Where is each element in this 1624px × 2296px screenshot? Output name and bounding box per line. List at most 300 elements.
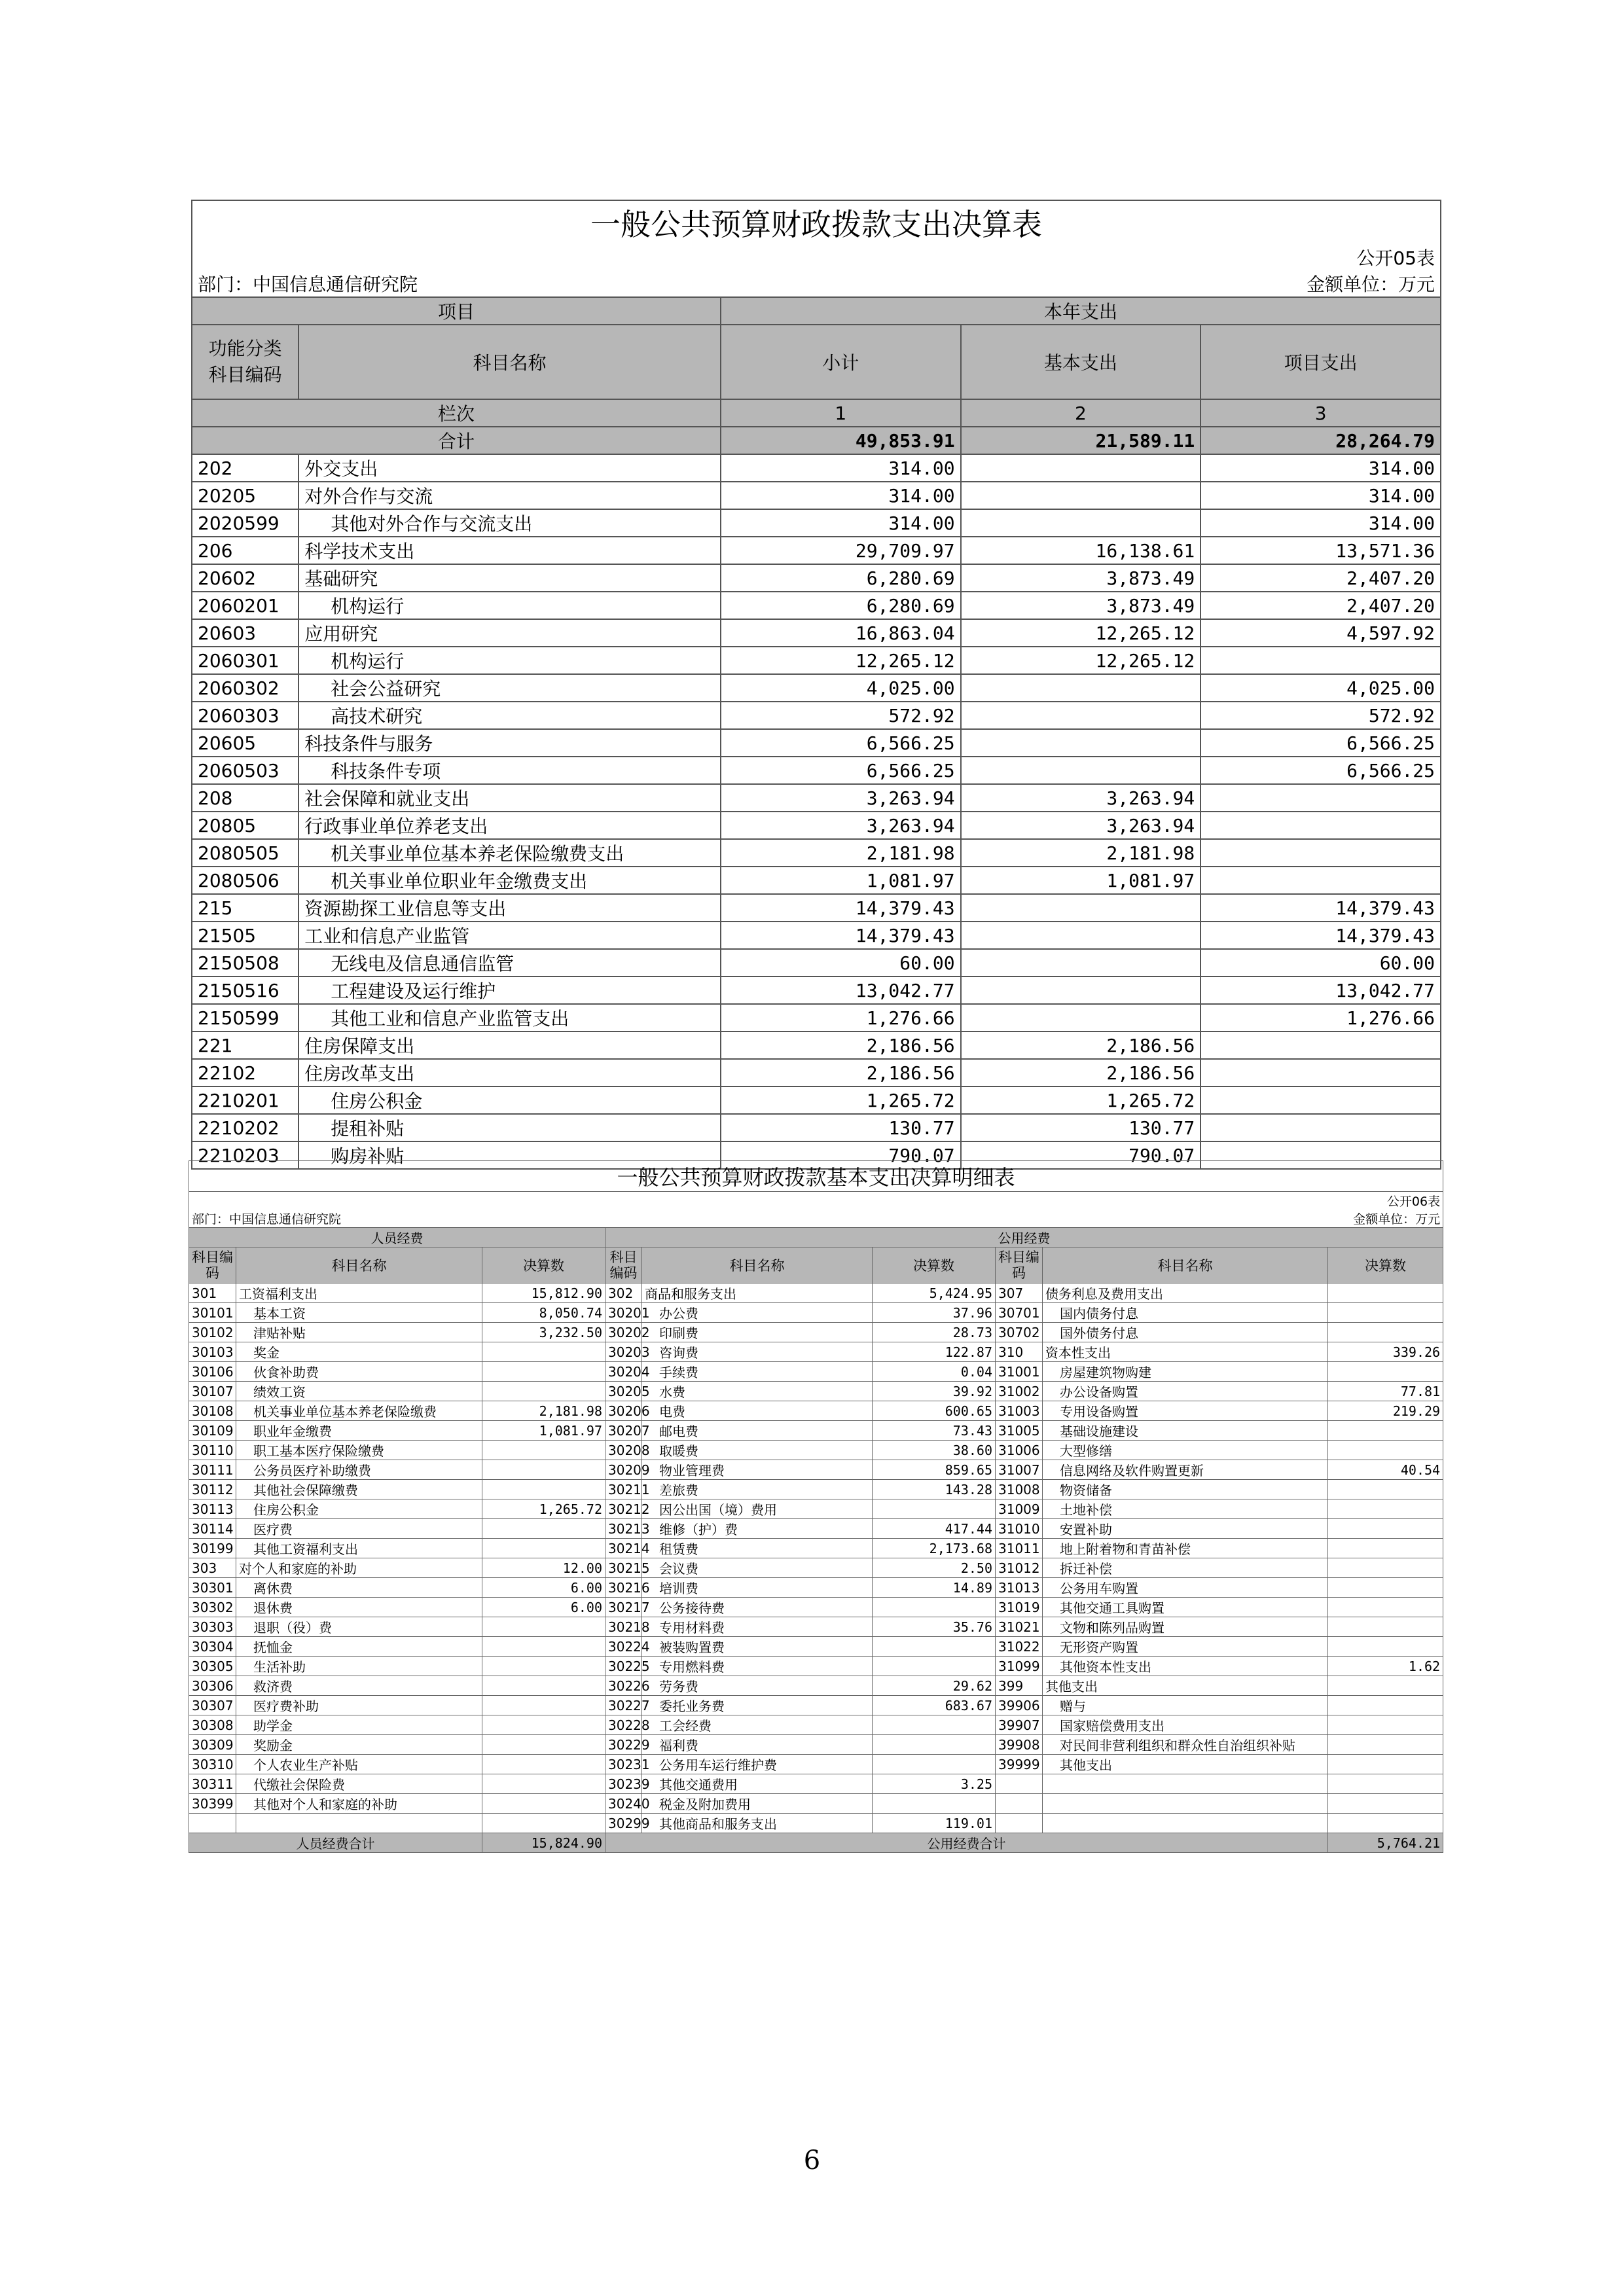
- public2-amount: 219.29: [1328, 1401, 1443, 1421]
- personnel-code: 30305: [189, 1657, 236, 1676]
- total-value: 49,853.91: [721, 427, 961, 454]
- public-amount: [873, 1657, 996, 1676]
- public-name: 取暖费: [642, 1441, 873, 1460]
- table-row: [189, 1696, 1443, 1715]
- personnel-amount: 6.00: [482, 1598, 605, 1617]
- row-basic: 12,265.12: [961, 647, 1201, 674]
- table-row: [189, 1441, 1443, 1460]
- table-row: [189, 1382, 1443, 1401]
- personnel-name: 生活补助: [236, 1657, 482, 1676]
- row-basic: [961, 1004, 1201, 1031]
- table-row: [189, 1657, 1443, 1676]
- public2-name: 物资储备: [1043, 1480, 1328, 1499]
- public-name: 培训费: [642, 1578, 873, 1598]
- personnel-name: 公务员医疗补助缴费: [236, 1460, 482, 1480]
- personnel-amount: [482, 1657, 605, 1676]
- table-row: [189, 1460, 1443, 1480]
- public-name: 邮电费: [642, 1421, 873, 1441]
- public-amount: 5,424.95: [873, 1283, 996, 1303]
- row-basic: [961, 454, 1201, 482]
- public-amount: 38.60: [873, 1441, 996, 1460]
- row-subtotal: 314.00: [721, 482, 961, 509]
- public2-name: 基础设施建设: [1043, 1421, 1328, 1441]
- table-row: [189, 1774, 1443, 1794]
- row-subtotal: 2,181.98: [721, 839, 961, 867]
- personnel-amount: 3,232.50: [482, 1323, 605, 1342]
- personnel-amount: [482, 1794, 605, 1814]
- row-code: 2210203: [192, 1141, 298, 1169]
- public2-amount: [1328, 1283, 1443, 1303]
- public2-name: 其他支出: [1043, 1755, 1328, 1774]
- table-row: [192, 454, 1441, 482]
- personnel-amount: [482, 1460, 605, 1480]
- row-project: 572.92: [1200, 702, 1441, 729]
- public-code: 30206: [605, 1401, 642, 1421]
- table-row: [189, 1558, 1443, 1578]
- public-amount: 122.87: [873, 1342, 996, 1362]
- public-name: 工会经费: [642, 1715, 873, 1735]
- table1-title: 一般公共预算财政拨款支出决算表: [192, 200, 1441, 244]
- personnel-code: 30110: [189, 1441, 236, 1460]
- personnel-name: 绩效工资: [236, 1382, 482, 1401]
- public2-amount: [1328, 1637, 1443, 1657]
- public-name: 专用材料费: [642, 1617, 873, 1637]
- public-name: 其他交通费用: [642, 1774, 873, 1794]
- column-number: 3: [1200, 399, 1441, 427]
- personnel-name: 个人农业生产补贴: [236, 1755, 482, 1774]
- personnel-code: [189, 1814, 236, 1833]
- personnel-code: 30199: [189, 1539, 236, 1558]
- row-basic: 16,138.61: [961, 537, 1201, 564]
- public-code: 30229: [605, 1735, 642, 1755]
- header-code: 科目编码: [605, 1247, 642, 1283]
- row-project: 6,566.25: [1200, 757, 1441, 784]
- row-subtotal: 2,186.56: [721, 1031, 961, 1059]
- public-code: 30208: [605, 1441, 642, 1460]
- table-row: [189, 1814, 1443, 1833]
- row-subtotal: 12,265.12: [721, 647, 961, 674]
- personnel-amount: 1,081.97: [482, 1421, 605, 1441]
- personnel-code: 30111: [189, 1460, 236, 1480]
- row-code: 2080506: [192, 867, 298, 894]
- public2-name: 国外债务付息: [1043, 1323, 1328, 1342]
- personnel-code: 30103: [189, 1342, 236, 1362]
- row-project: 4,597.92: [1200, 619, 1441, 647]
- table-row: [189, 1637, 1443, 1657]
- row-project: 1,276.66: [1200, 1004, 1441, 1031]
- header-personnel: 人员经费: [189, 1228, 605, 1247]
- public2-amount: 77.81: [1328, 1382, 1443, 1401]
- row-code: 2060503: [192, 757, 298, 784]
- public-name: 被装购置费: [642, 1637, 873, 1657]
- public-code: 30239: [605, 1774, 642, 1794]
- personnel-name: 工资福利支出: [236, 1283, 482, 1303]
- public-code: 30205: [605, 1382, 642, 1401]
- public-name: 公务接待费: [642, 1598, 873, 1617]
- personnel-name: 住房公积金: [236, 1499, 482, 1519]
- row-subtotal: 3,263.94: [721, 784, 961, 812]
- public-amount: 29.62: [873, 1676, 996, 1696]
- row-code: 2150516: [192, 977, 298, 1004]
- row-code: 221: [192, 1031, 298, 1059]
- public2-code: 31010: [996, 1519, 1043, 1539]
- public-amount: [873, 1794, 996, 1814]
- public-amount: 37.96: [873, 1303, 996, 1323]
- table-row: [189, 1499, 1443, 1519]
- row-basic: [961, 949, 1201, 977]
- public2-name: 拆迁补偿: [1043, 1558, 1328, 1578]
- public2-amount: [1328, 1814, 1443, 1833]
- table-row: [189, 1323, 1443, 1342]
- personnel-code: 30102: [189, 1323, 236, 1342]
- personnel-name: 退职（役）费: [236, 1617, 482, 1637]
- public-name: 电费: [642, 1401, 873, 1421]
- public-code: 30212: [605, 1499, 642, 1519]
- row-code: 2150599: [192, 1004, 298, 1031]
- row-name: 机关事业单位职业年金缴费支出: [298, 867, 721, 894]
- public2-code: 31008: [996, 1480, 1043, 1499]
- row-name: 基础研究: [298, 564, 721, 592]
- public2-name: 资本性支出: [1043, 1342, 1328, 1362]
- table-row: [189, 1617, 1443, 1637]
- table-row: [192, 1059, 1441, 1086]
- table-row: [192, 647, 1441, 674]
- public2-amount: [1328, 1755, 1443, 1774]
- personnel-name: 职业年金缴费: [236, 1421, 482, 1441]
- row-basic: [961, 509, 1201, 537]
- row-basic: [961, 922, 1201, 949]
- personnel-amount: 8,050.74: [482, 1303, 605, 1323]
- row-basic: 3,873.49: [961, 592, 1201, 619]
- public2-amount: [1328, 1558, 1443, 1578]
- public2-amount: [1328, 1323, 1443, 1342]
- row-subtotal: 29,709.97: [721, 537, 961, 564]
- public2-amount: [1328, 1598, 1443, 1617]
- row-basic: 12,265.12: [961, 619, 1201, 647]
- personnel-name: 代缴社会保险费: [236, 1774, 482, 1794]
- public-name: 商品和服务支出: [642, 1283, 873, 1303]
- personnel-name: 医疗费补助: [236, 1696, 482, 1715]
- public-name: 印刷费: [642, 1323, 873, 1342]
- total-value: 21,589.11: [961, 427, 1201, 454]
- personnel-name: 机关事业单位基本养老保险缴费: [236, 1401, 482, 1421]
- column-number-label: 栏次: [192, 399, 721, 427]
- row-subtotal: 13,042.77: [721, 977, 961, 1004]
- public2-amount: [1328, 1735, 1443, 1755]
- row-project: 6,566.25: [1200, 729, 1441, 757]
- public-name: 会议费: [642, 1558, 873, 1578]
- row-project: [1200, 867, 1441, 894]
- header-amount: 决算数: [482, 1247, 605, 1283]
- row-project: [1200, 1031, 1441, 1059]
- public-name: 专用燃料费: [642, 1657, 873, 1676]
- personnel-code: 303: [189, 1558, 236, 1578]
- row-subtotal: 16,863.04: [721, 619, 961, 647]
- public2-name: 其他交通工具购置: [1043, 1598, 1328, 1617]
- public2-amount: [1328, 1617, 1443, 1637]
- public2-code: 31013: [996, 1578, 1043, 1598]
- table2-title: 一般公共预算财政拨款基本支出决算明细表: [189, 1161, 1443, 1192]
- public-code: 30217: [605, 1598, 642, 1617]
- public2-amount: [1328, 1362, 1443, 1382]
- public-code: 30207: [605, 1421, 642, 1441]
- row-code: 208: [192, 784, 298, 812]
- row-name: 机关事业单位基本养老保险缴费支出: [298, 839, 721, 867]
- table1-department: 部门：中国信息通信研究院: [192, 270, 721, 297]
- table1-code: 公开05表: [1200, 244, 1441, 270]
- table-row: [192, 482, 1441, 509]
- public-code: 30215: [605, 1558, 642, 1578]
- row-subtotal: 14,379.43: [721, 894, 961, 922]
- table-row: [192, 702, 1441, 729]
- personnel-code: 30101: [189, 1303, 236, 1323]
- row-name: 工程建设及运行维护: [298, 977, 721, 1004]
- public-amount: 28.73: [873, 1323, 996, 1342]
- personnel-name: 退休费: [236, 1598, 482, 1617]
- personnel-code: 30107: [189, 1382, 236, 1401]
- row-project: 13,571.36: [1200, 537, 1441, 564]
- row-name: 科学技术支出: [298, 537, 721, 564]
- row-project: 14,379.43: [1200, 922, 1441, 949]
- public2-code: 31012: [996, 1558, 1043, 1578]
- public2-code: [996, 1814, 1043, 1833]
- row-basic: 130.77: [961, 1114, 1201, 1141]
- row-code: 2060201: [192, 592, 298, 619]
- personnel-amount: [482, 1774, 605, 1794]
- row-basic: 790.07: [961, 1141, 1201, 1169]
- row-subtotal: 14,379.43: [721, 922, 961, 949]
- public2-code: 31001: [996, 1362, 1043, 1382]
- table-row: [189, 1480, 1443, 1499]
- public2-amount: [1328, 1715, 1443, 1735]
- public-amount: [873, 1499, 996, 1519]
- row-project: 13,042.77: [1200, 977, 1441, 1004]
- row-subtotal: 1,081.97: [721, 867, 961, 894]
- table-row: [192, 922, 1441, 949]
- personnel-code: 30113: [189, 1499, 236, 1519]
- public-amount: [873, 1755, 996, 1774]
- public2-code: [996, 1774, 1043, 1794]
- public2-code: 31002: [996, 1382, 1043, 1401]
- row-name: 行政事业单位养老支出: [298, 812, 721, 839]
- public-name: 福利费: [642, 1735, 873, 1755]
- public2-amount: [1328, 1774, 1443, 1794]
- personnel-amount: 2,181.98: [482, 1401, 605, 1421]
- table-row: [192, 757, 1441, 784]
- public2-code: 31009: [996, 1499, 1043, 1519]
- row-subtotal: 130.77: [721, 1114, 961, 1141]
- personnel-code: 30310: [189, 1755, 236, 1774]
- row-subtotal: 1,265.72: [721, 1086, 961, 1114]
- public2-code: 31007: [996, 1460, 1043, 1480]
- table-row: [192, 674, 1441, 702]
- row-code: 2210202: [192, 1114, 298, 1141]
- public2-code: 39906: [996, 1696, 1043, 1715]
- table1-rows: [192, 454, 1441, 1169]
- table1-unit: 金额单位：万元: [1200, 270, 1441, 297]
- header-code: 功能分类 科目编码: [192, 325, 298, 399]
- personnel-amount: [482, 1617, 605, 1637]
- table-row: [189, 1794, 1443, 1814]
- personnel-amount: [482, 1539, 605, 1558]
- header-project-expense: 项目支出: [1200, 325, 1441, 399]
- row-name: 社会保障和就业支出: [298, 784, 721, 812]
- public-amount: [873, 1598, 996, 1617]
- public2-name: 公务用车购置: [1043, 1578, 1328, 1598]
- header-code: 科目编码: [189, 1247, 236, 1283]
- personnel-name: 其他对个人和家庭的补助: [236, 1794, 482, 1814]
- public-name: 办公费: [642, 1303, 873, 1323]
- table2-rows: [189, 1283, 1443, 1833]
- public-amount: 859.65: [873, 1460, 996, 1480]
- public2-code: 39999: [996, 1755, 1043, 1774]
- row-name: 工业和信息产业监管: [298, 922, 721, 949]
- public-name: 公务用车运行维护费: [642, 1755, 873, 1774]
- personnel-code: 30109: [189, 1421, 236, 1441]
- public2-code: 31022: [996, 1637, 1043, 1657]
- personnel-code: 30108: [189, 1401, 236, 1421]
- row-basic: 3,263.94: [961, 812, 1201, 839]
- public2-code: 39908: [996, 1735, 1043, 1755]
- row-project: [1200, 812, 1441, 839]
- public2-code: 31005: [996, 1421, 1043, 1441]
- header-name: 科目名称: [298, 325, 721, 399]
- table-row: [189, 1598, 1443, 1617]
- table-row: [192, 729, 1441, 757]
- public-amount: 2.50: [873, 1558, 996, 1578]
- row-basic: 2,186.56: [961, 1059, 1201, 1086]
- table-row: [189, 1735, 1443, 1755]
- row-name: 应用研究: [298, 619, 721, 647]
- row-code: 206: [192, 537, 298, 564]
- table-row: [189, 1578, 1443, 1598]
- row-basic: 3,873.49: [961, 564, 1201, 592]
- personnel-name: 医疗费: [236, 1519, 482, 1539]
- personnel-code: 30306: [189, 1676, 236, 1696]
- public2-amount: [1328, 1578, 1443, 1598]
- public2-name: 大型修缮: [1043, 1441, 1328, 1460]
- row-code: 20602: [192, 564, 298, 592]
- table-row: [192, 812, 1441, 839]
- row-project: 60.00: [1200, 949, 1441, 977]
- row-name: 住房改革支出: [298, 1059, 721, 1086]
- personnel-name: 奖金: [236, 1342, 482, 1362]
- total-value: 28,264.79: [1200, 427, 1441, 454]
- personnel-name: 抚恤金: [236, 1637, 482, 1657]
- table-row: [192, 1086, 1441, 1114]
- public2-amount: [1328, 1499, 1443, 1519]
- public-code: 30216: [605, 1578, 642, 1598]
- row-subtotal: 6,566.25: [721, 729, 961, 757]
- table-row: [189, 1362, 1443, 1382]
- public2-name: 对民间非营利组织和群众性自治组织补贴: [1043, 1735, 1328, 1755]
- row-subtotal: 314.00: [721, 509, 961, 537]
- row-project: [1200, 647, 1441, 674]
- public2-code: 39907: [996, 1715, 1043, 1735]
- personnel-name: 救济费: [236, 1676, 482, 1696]
- personnel-amount: [482, 1696, 605, 1715]
- row-code: 215: [192, 894, 298, 922]
- public2-amount: 40.54: [1328, 1460, 1443, 1480]
- row-project: 14,379.43: [1200, 894, 1441, 922]
- public-code: 30204: [605, 1362, 642, 1382]
- public-name: 劳务费: [642, 1676, 873, 1696]
- header-amount: 决算数: [1328, 1247, 1443, 1283]
- public-amount: 143.28: [873, 1480, 996, 1499]
- public2-code: 30701: [996, 1303, 1043, 1323]
- row-code: 2060302: [192, 674, 298, 702]
- personnel-code: 30302: [189, 1598, 236, 1617]
- public2-name: [1043, 1814, 1328, 1833]
- personnel-total-value: 15,824.90: [482, 1833, 605, 1853]
- row-name: 住房保障支出: [298, 1031, 721, 1059]
- public2-name: 其他资本性支出: [1043, 1657, 1328, 1676]
- public-code: 30202: [605, 1323, 642, 1342]
- personnel-amount: [482, 1735, 605, 1755]
- personnel-amount: [482, 1362, 605, 1382]
- public2-amount: [1328, 1794, 1443, 1814]
- personnel-name: 助学金: [236, 1715, 482, 1735]
- table-row: [192, 564, 1441, 592]
- public-code: 30224: [605, 1637, 642, 1657]
- table2-unit: 金额单位：万元: [1328, 1210, 1443, 1228]
- table-row: [192, 839, 1441, 867]
- public-amount: 417.44: [873, 1519, 996, 1539]
- public-amount: 600.65: [873, 1401, 996, 1421]
- row-subtotal: 2,186.56: [721, 1059, 961, 1086]
- row-subtotal: 6,280.69: [721, 564, 961, 592]
- row-subtotal: 60.00: [721, 949, 961, 977]
- public-code: 30225: [605, 1657, 642, 1676]
- public-code: 30218: [605, 1617, 642, 1637]
- personnel-name: [236, 1814, 482, 1833]
- row-code: 20603: [192, 619, 298, 647]
- public-amount: 73.43: [873, 1421, 996, 1441]
- public-code: 30201: [605, 1303, 642, 1323]
- public-total-label: 公用经费合计: [605, 1833, 1328, 1853]
- row-subtotal: 1,276.66: [721, 1004, 961, 1031]
- personnel-amount: [482, 1342, 605, 1362]
- public-amount: 39.92: [873, 1382, 996, 1401]
- personnel-code: 30307: [189, 1696, 236, 1715]
- table-row: [192, 1031, 1441, 1059]
- row-project: 314.00: [1200, 482, 1441, 509]
- header-basic: 基本支出: [961, 325, 1201, 399]
- table-row: [189, 1342, 1443, 1362]
- public2-code: 30702: [996, 1323, 1043, 1342]
- public-name: 维修（护）费: [642, 1519, 873, 1539]
- row-subtotal: 314.00: [721, 454, 961, 482]
- personnel-code: 30114: [189, 1519, 236, 1539]
- row-basic: [961, 977, 1201, 1004]
- table-row: [192, 894, 1441, 922]
- header-amount: 决算数: [873, 1247, 996, 1283]
- public-amount: [873, 1735, 996, 1755]
- row-name: 高技术研究: [298, 702, 721, 729]
- personnel-code: 30112: [189, 1480, 236, 1499]
- header-public: 公用经费: [605, 1228, 1443, 1247]
- public-code: 30228: [605, 1715, 642, 1735]
- personnel-name: 离休费: [236, 1578, 482, 1598]
- row-basic: [961, 702, 1201, 729]
- public-amount: 2,173.68: [873, 1539, 996, 1558]
- row-project: [1200, 1114, 1441, 1141]
- table-row: [192, 977, 1441, 1004]
- personnel-total-label: 人员经费合计: [189, 1833, 482, 1853]
- row-basic: 1,265.72: [961, 1086, 1201, 1114]
- table-row: [189, 1303, 1443, 1323]
- table-row: [189, 1401, 1443, 1421]
